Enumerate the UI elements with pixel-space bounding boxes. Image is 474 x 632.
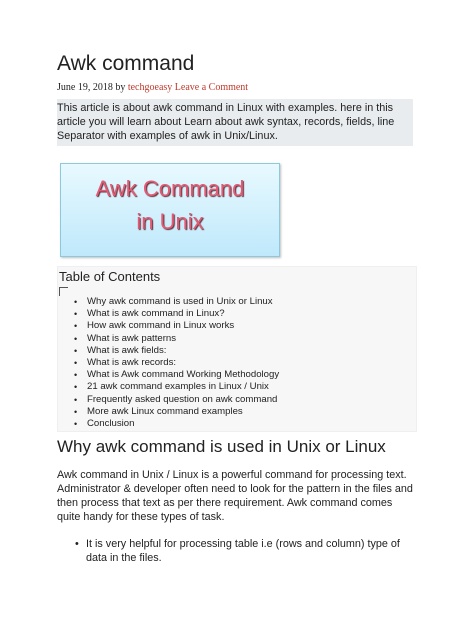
toc-title: Table of Contents xyxy=(59,269,161,284)
toc-item[interactable]: • Why awk command is used in Unix or Linux xyxy=(68,296,279,308)
toc-item[interactable]: • What is awk fields: xyxy=(68,345,279,357)
toc-item[interactable]: • How awk command in Linux works xyxy=(68,320,279,332)
section-heading: Why awk command is used in Unix or Linux xyxy=(57,437,386,456)
toc-list xyxy=(68,296,279,430)
list-item: • It is very helpful for processing table i.e (rows and column) type of data in the files. xyxy=(57,537,417,565)
toc-item[interactable]: • What is Awk command Working Methodology xyxy=(68,369,279,381)
toc-item[interactable]: • What is awk patterns xyxy=(68,333,279,345)
toc-item[interactable]: • What is awk records: xyxy=(68,357,279,369)
author-link[interactable]: techgoeasy xyxy=(127,82,173,93)
post-date: June 19, 2018 xyxy=(57,82,113,93)
section-paragraph: Awk command in Unix / Linux is a powerful command for processing text. Administrator & developer often need to look for the pattern in the files and then process that text as per there requirement. Awk command comes quite handy for these types of task. xyxy=(57,469,413,523)
article-banner-image xyxy=(60,163,280,257)
table-of-contents xyxy=(57,266,417,432)
banner-line-1: Awk Command xyxy=(95,176,245,201)
toc-toggle-icon[interactable] xyxy=(59,287,68,296)
toc-item[interactable]: • More awk Linux command examples xyxy=(68,406,279,418)
section-bullet-list xyxy=(57,537,417,565)
post-meta xyxy=(57,82,248,93)
toc-item[interactable]: • 21 awk command examples in Linux / Unix xyxy=(68,381,279,393)
by-label: by xyxy=(112,82,128,93)
leave-comment-link[interactable]: Leave a Comment xyxy=(174,82,249,93)
intro-paragraph: This article is about awk command in Linux with examples. here in this article you will learn about Learn about awk syntax, records, fields, line Separator with examples of awk in Unix/Linux. xyxy=(57,99,413,146)
article-title: Awk command xyxy=(57,52,195,75)
toc-item[interactable]: • Frequently asked question on awk command xyxy=(68,394,279,406)
banner-line-2: in Unix xyxy=(136,209,204,234)
toc-item[interactable]: • What is awk command in Linux? xyxy=(68,308,279,320)
toc-item[interactable]: • Conclusion xyxy=(68,418,279,430)
